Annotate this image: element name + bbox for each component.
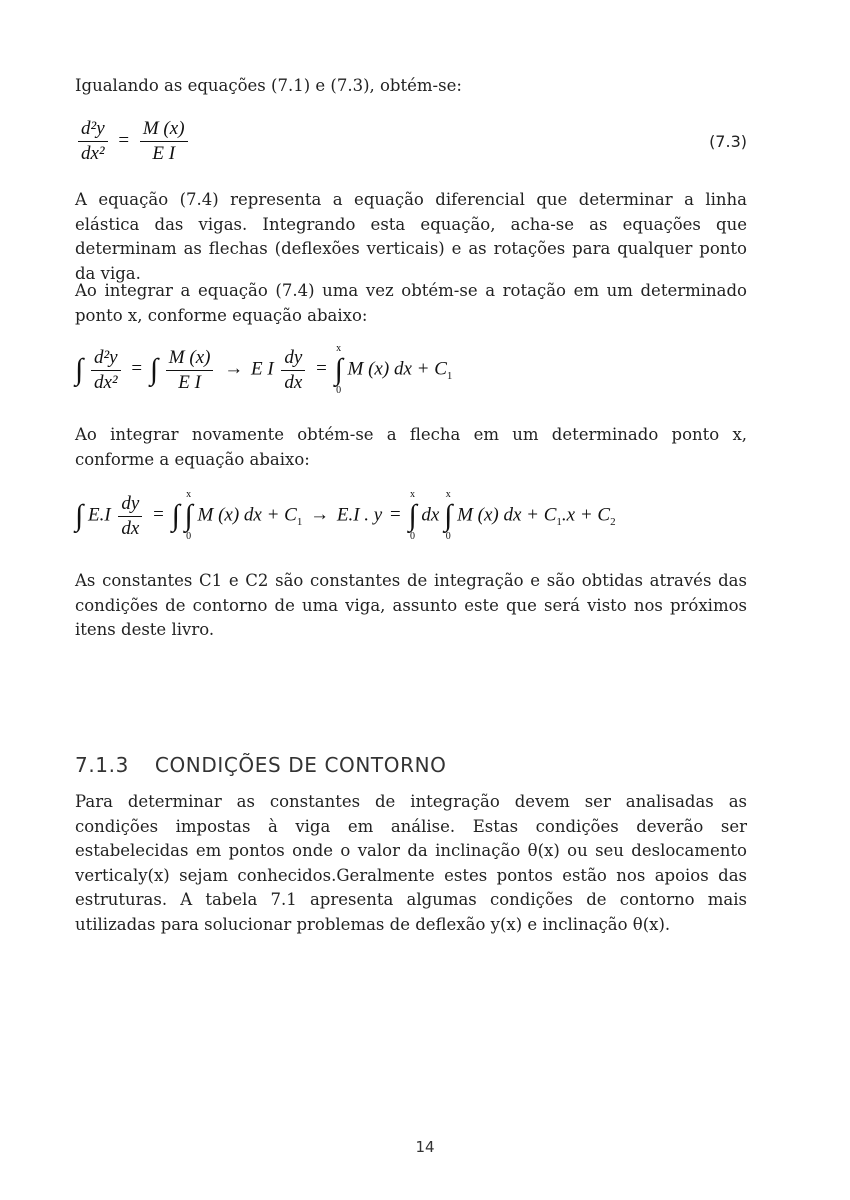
eq1-rhs-fraction bbox=[140, 118, 188, 165]
eq2-equals-2: = bbox=[316, 358, 327, 380]
eq3-upper-limit: x bbox=[186, 489, 192, 500]
eq1-equals: = bbox=[118, 129, 130, 151]
eq2-subscript: 1 bbox=[446, 370, 453, 383]
eq3-upper-limit: x bbox=[410, 489, 416, 500]
integral-sign: ∫ bbox=[408, 499, 417, 532]
paragraph-differential: A equação (7.4) representa a equação diferencial que determinar a linha elástica das vigas. Integrando esta equação, acha-se as equações que determinam as flechas (deflexões verticais) e as rotações para qualquer ponto da viga. bbox=[75, 190, 747, 283]
eq3-ei: E.I bbox=[87, 504, 111, 526]
paragraph-boundary-conditions: Para determinar as constantes de integração devem ser analisadas as condições impostas à viga em análise. Estas condições deverão ser estabelecidas em pontos onde o valor da inclinação θ(x) ou seu deslocamento verticaly(x) sejam conhecidos.Geralmente estes pontos estão nos apoios das estruturas. A tabela 7.1 apresenta algumas condições de contorno mais utilizadas para solucionar problemas de deflexão y(x) e inclinação θ(x). bbox=[75, 792, 747, 934]
eq2-ei: E I bbox=[250, 358, 274, 380]
eq3-mid: M (x) dx + C bbox=[197, 504, 297, 526]
paragraph-constants: As constantes C1 e C2 são constantes de integração e são obtidas através das condições de contorno de uma viga, assunto este que será visto nos próximos itens deste livro. bbox=[75, 571, 747, 639]
section-number: 7.1.3 bbox=[75, 752, 129, 777]
page-number: 14 bbox=[415, 1138, 435, 1156]
equation-rotation bbox=[75, 344, 747, 406]
eq2-upper-limit: x bbox=[336, 343, 342, 354]
paragraph-second-integration: Ao integrar novamente obtém-se a flecha em um determinado ponto x, conforme a equação abaixo: bbox=[75, 425, 747, 469]
eq3-lower-limit: 0 bbox=[186, 531, 192, 542]
eq3-f-denominator: dx bbox=[121, 517, 140, 539]
eq3-definite-integral-3 bbox=[444, 490, 452, 542]
eq3-equals-1: = bbox=[153, 504, 164, 526]
section-heading bbox=[75, 753, 446, 777]
eq3-lower-limit: 0 bbox=[410, 531, 416, 542]
eq1-rhs-denominator: E I bbox=[152, 143, 176, 164]
eq3-subscript-2: 2 bbox=[610, 516, 616, 529]
eq2-f3-numerator: dy bbox=[281, 347, 305, 371]
integral-sign: ∫ bbox=[334, 353, 343, 386]
eq1-lhs-fraction bbox=[78, 118, 108, 165]
eq3-subscript-1b: 1 bbox=[556, 516, 562, 529]
equation-number: (7.3) bbox=[709, 132, 747, 151]
eq2-tail: M (x) dx + C bbox=[347, 358, 447, 380]
equation-7-3 bbox=[75, 118, 747, 174]
eq2-f3-denominator: dx bbox=[284, 371, 303, 393]
eq2-fraction-3 bbox=[281, 347, 305, 394]
eq3-definite-integral-2 bbox=[408, 490, 416, 542]
integral-sign: ∫ bbox=[75, 353, 84, 386]
eq3-arrow: → bbox=[310, 504, 330, 526]
paragraph-first-integration: Ao integrar a equação (7.4) uma vez obtém-se a rotação em um determinado ponto x, conforme equação abaixo: bbox=[75, 281, 747, 325]
integral-sign: ∫ bbox=[171, 499, 180, 532]
integral-sign: ∫ bbox=[444, 499, 453, 532]
integral-sign: ∫ bbox=[149, 353, 159, 386]
eq2-equals-1: = bbox=[131, 358, 143, 380]
eq1-lhs-denominator: dx² bbox=[81, 143, 105, 164]
eq3-tail-1: M (x) dx + C bbox=[457, 504, 557, 526]
eq3-tail-2: .x + C bbox=[561, 504, 611, 526]
eq3-equals-2: = bbox=[389, 504, 401, 526]
eq2-lower-limit: 0 bbox=[336, 385, 342, 396]
section-title: CONDIÇÕES DE CONTORNO bbox=[154, 752, 447, 777]
integral-sign: ∫ bbox=[184, 499, 193, 532]
eq2-f2-denominator: E I bbox=[178, 371, 201, 393]
eq3-eiy: E.I . y bbox=[336, 504, 383, 526]
eq3-definite-integral-1 bbox=[185, 490, 193, 542]
eq3-subscript-1: 1 bbox=[296, 516, 303, 529]
eq3-upper-limit: x bbox=[445, 489, 451, 500]
eq1-rhs-numerator: M (x) bbox=[140, 118, 188, 142]
equation-deflection bbox=[75, 490, 747, 552]
eq2-definite-integral bbox=[335, 344, 343, 396]
eq3-fraction bbox=[118, 493, 142, 540]
eq2-fraction-1 bbox=[91, 347, 121, 394]
eq3-lower-limit: 0 bbox=[445, 531, 451, 542]
eq2-f1-denominator: dx² bbox=[93, 371, 118, 393]
eq2-f1-numerator: d²y bbox=[91, 347, 121, 371]
eq2-fraction-2 bbox=[166, 347, 214, 394]
eq3-dx: dx bbox=[421, 504, 440, 526]
eq3-f-numerator: dy bbox=[118, 493, 142, 517]
eq1-lhs-numerator: d²y bbox=[78, 118, 108, 142]
paragraph-intro: Igualando as equações (7.1) e (7.3), obtém-se: bbox=[75, 76, 462, 95]
eq2-f2-numerator: M (x) bbox=[166, 347, 214, 371]
integral-sign: ∫ bbox=[75, 499, 84, 532]
eq2-arrow: → bbox=[224, 358, 244, 380]
